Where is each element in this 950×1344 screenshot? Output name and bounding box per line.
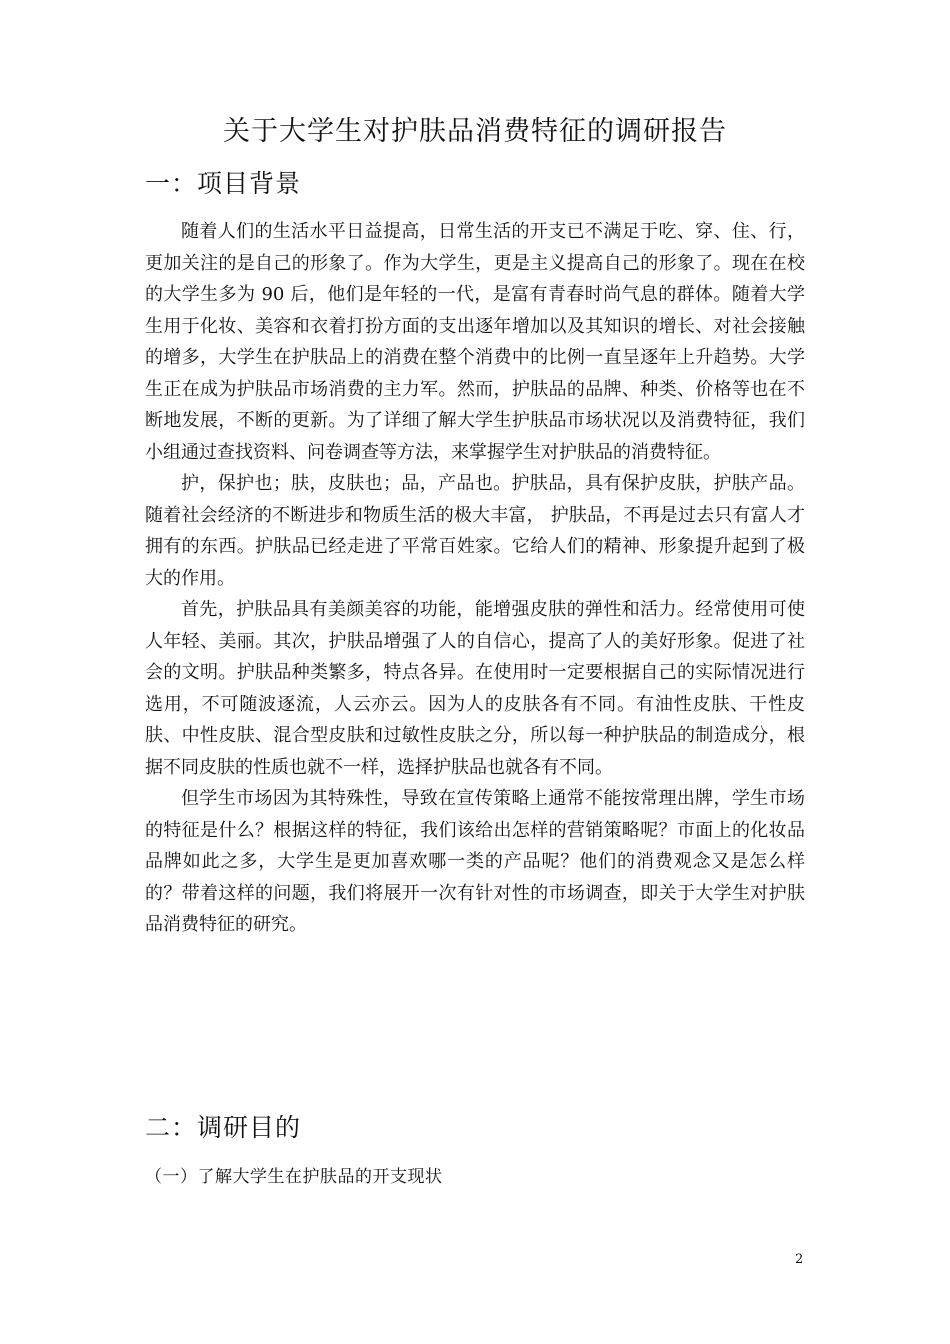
- paragraph-1: 随着人们的生活水平日益提高，日常生活的开支已不满足于吃、穿、住、行，更加关注的是自己的形象了。作为大学生，更是主义提高自己的形象了。现在在校的大学生多为 90 后，他们是年轻的一代，是富有青春时尚气息的群体。随着大学生用于化妆、美容和衣着打扮方面的支出逐年增加以及其知识的增长、对社会接触的增多，大学生在护肤品上的消费在整个消费中的比例一直呈逐年上升趋势。大学生正在成为护肤品市场消费的主力军。然而，护肤品的品牌、种类、价格等也在不断地发展，不断的更新。为了详细了解大学生护肤品市场状况以及消费特征，我们小组通过查找资料、问卷调查等方法，来掌握学生对护肤品的消费特征。: [145, 221, 805, 463]
- sub-item-1: （一）了解大学生在护肤品的开支现状: [145, 1167, 443, 1187]
- report-title: 关于大学生对护肤品消费特征的调研报告: [223, 116, 727, 147]
- section-heading-background: 一：项目背景: [145, 169, 302, 198]
- background-body: [145, 216, 805, 941]
- paragraph-3: 首先，护肤品具有美颜美容的功能，能增强皮肤的弹性和活力。经常使用可使人年轻、美丽。其次，护肤品增强了人的自信心，提高了人的美好形象。促进了社会的文明。护肤品种类繁多，特点各异。在使用时一定要根据自己的实际情况进行选用，不可随波逐流，人云亦云。因为人的皮肤各有不同。有油性皮肤、干性皮肤、中性皮肤、混合型皮肤和过敏性皮肤之分，所以每一种护肤品的制造成分，根据不同皮肤的性质也就不一样，选择护肤品也就各有不同。: [145, 599, 805, 778]
- paragraph-4: 但学生市场因为其特殊性，导致在宣传策略上通常不能按常理出牌，学生市场的特征是什么？根据这样的特征，我们该给出怎样的营销策略呢？市面上的化妆品品牌如此之多，大学生是更加喜欢哪一类的产品呢？他们的消费观念又是怎么样的？带着这样的问题，我们将展开一次有针对性的市场调查，即关于大学生对护肤品消费特征的研究。: [145, 788, 805, 935]
- page-number: 2: [795, 1252, 804, 1267]
- section-heading-purpose: 二：调研目的: [145, 1113, 302, 1142]
- paragraph-2: 护，保护也；肤，皮肤也；品，产品也。护肤品，具有保护皮肤，护肤产品。随着社会经济的不断进步和物质生活的极大丰富， 护肤品，不再是过去只有富人才拥有的东西。护肤品已经走进了平常百姓家。它给人们的精神、形象提升起到了极大的作用。: [145, 473, 805, 589]
